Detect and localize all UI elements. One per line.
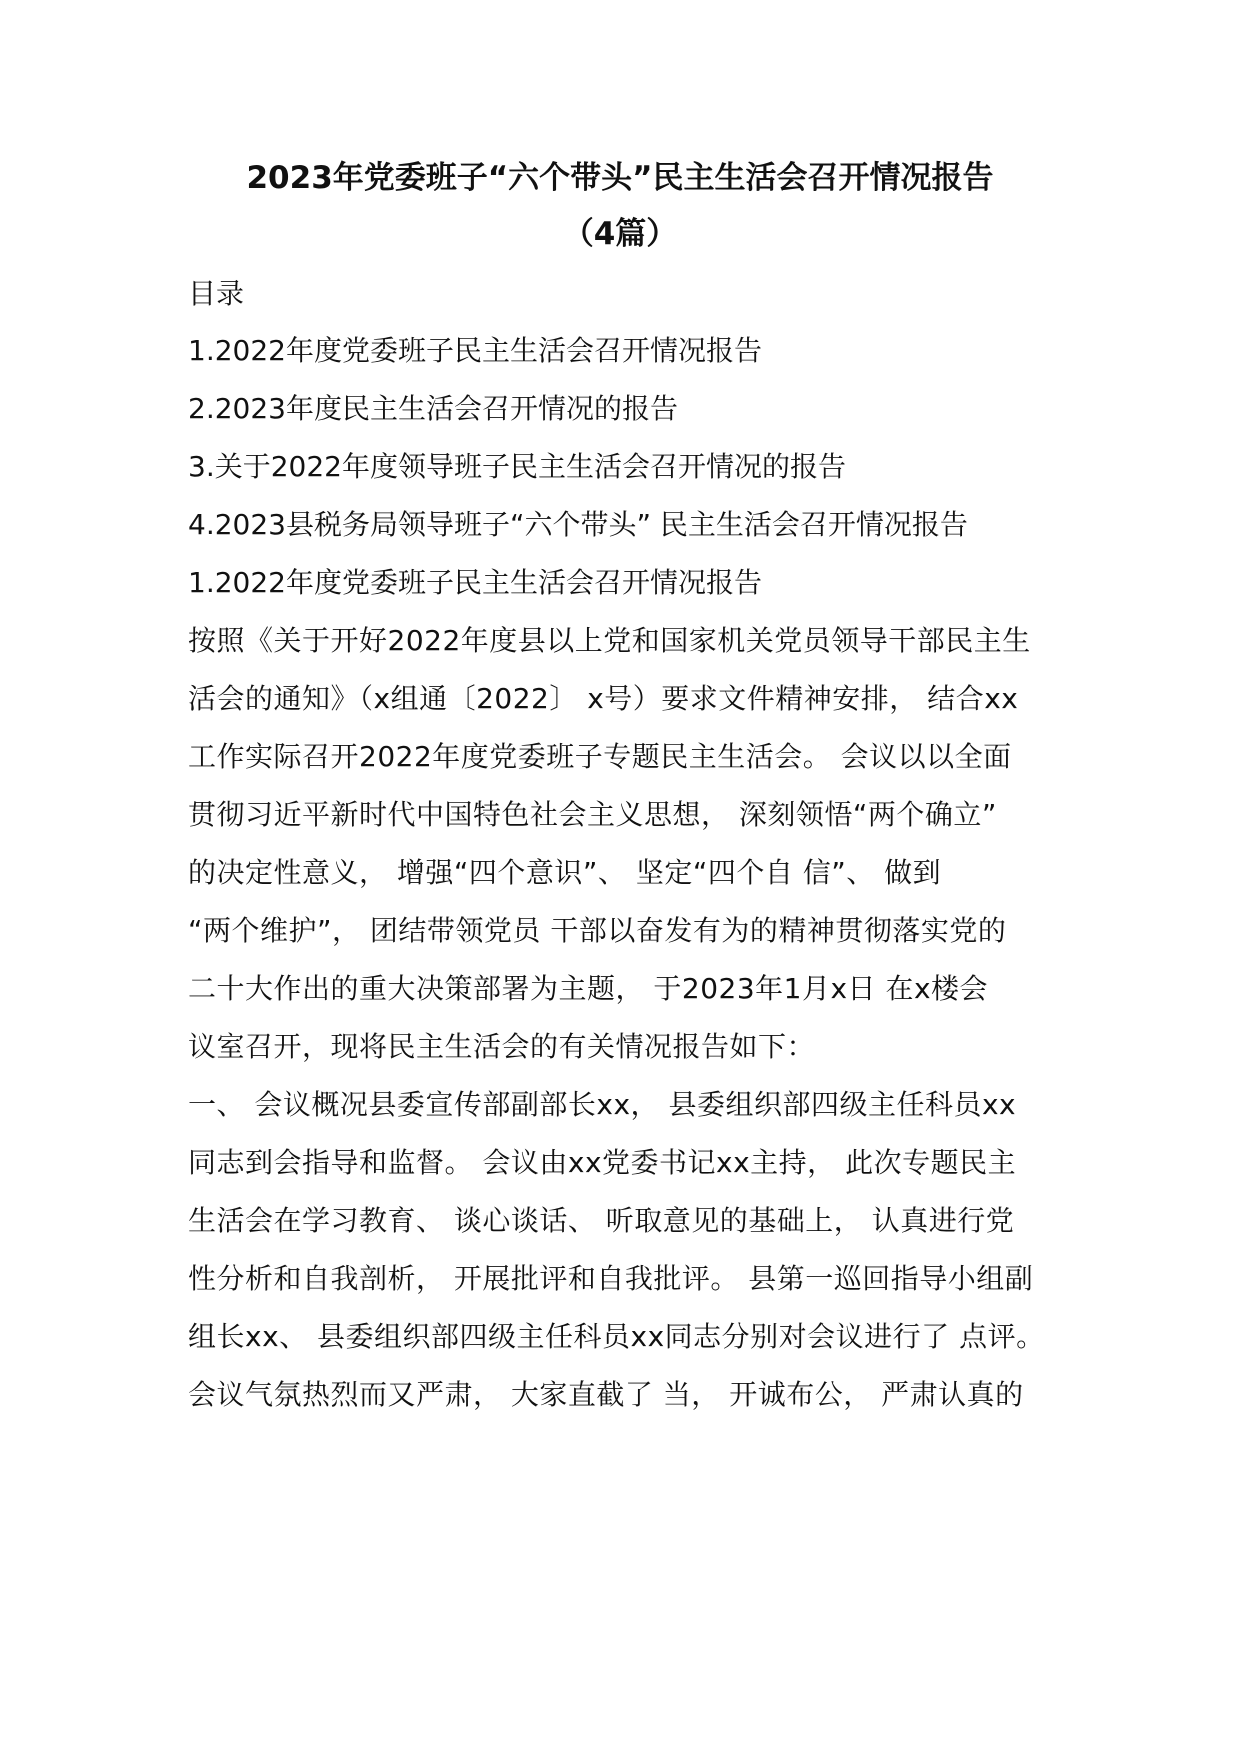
toc-item: 1.2022年度党委班子民主生活会召开情况报告 xyxy=(188,334,762,367)
toc-item: 4.2023县税务局领导班子“六个带头” 民主生活会召开情况报告 xyxy=(188,508,968,541)
body-line: 二十大作出的重大决策部署为主题， 于2023年1月x日 在x楼会 xyxy=(188,972,989,1005)
body-line: 按照《关于开好2022年度县以上党和国家机关党员领导干部民主生 xyxy=(188,624,1031,657)
body-line: 工作实际召开2022年度党委班子专题民主生活会。 会议以以全面 xyxy=(188,740,1012,773)
body-line: 贯彻习近平新时代中国特色社会主义思想， 深刻领悟“两个确立” xyxy=(188,798,997,831)
body-line: 议室召开，现将民主生活会的有关情况报告如下： xyxy=(188,1030,816,1063)
body-line: 性分析和自我剖析， 开展批评和自我批评。 县第一巡回指导小组副 xyxy=(188,1262,1034,1295)
toc-item: 2.2023年度民主生活会召开情况的报告 xyxy=(188,392,678,425)
body-line: 一、 会议概况县委宣传部副部长xx， 县委组织部四级主任科员xx xyxy=(188,1088,1017,1121)
body-line: “两个维护”， 团结带领党员 干部以奋发有为的精神贯彻落实党的 xyxy=(188,914,1007,947)
document-title: 2023年党委班子“六个带头”民主生活会召开情况报告 xyxy=(246,160,994,196)
toc-heading: 目录 xyxy=(188,277,245,310)
body-line: 的决定性意义， 增强“四个意识”、 坚定“四个自 信”、 做到 xyxy=(188,856,942,889)
body-line: 组长xx、 县委组织部四级主任科员xx同志分别对会议进行了 点评。 xyxy=(188,1320,1045,1353)
body-line: 生活会在学习教育、 谈心谈话、 听取意见的基础上， 认真进行党 xyxy=(188,1204,1015,1237)
toc-item: 3.关于2022年度领导班子民主生活会召开情况的报告 xyxy=(188,450,846,483)
body-line: 同志到会指导和监督。 会议由xx党委书记xx主持， 此次专题民主 xyxy=(188,1146,1017,1179)
body-line: 会议气氛热烈而又严肃， 大家直截了 当， 开诚布公， 严肃认真的 xyxy=(188,1378,1024,1411)
section-heading: 1.2022年度党委班子民主生活会召开情况报告 xyxy=(188,566,762,599)
body-line: 活会的通知》（x组通〔2022〕 x号）要求文件精神安排， 结合xx xyxy=(188,682,1019,715)
document-subtitle: （4篇） xyxy=(562,216,678,252)
